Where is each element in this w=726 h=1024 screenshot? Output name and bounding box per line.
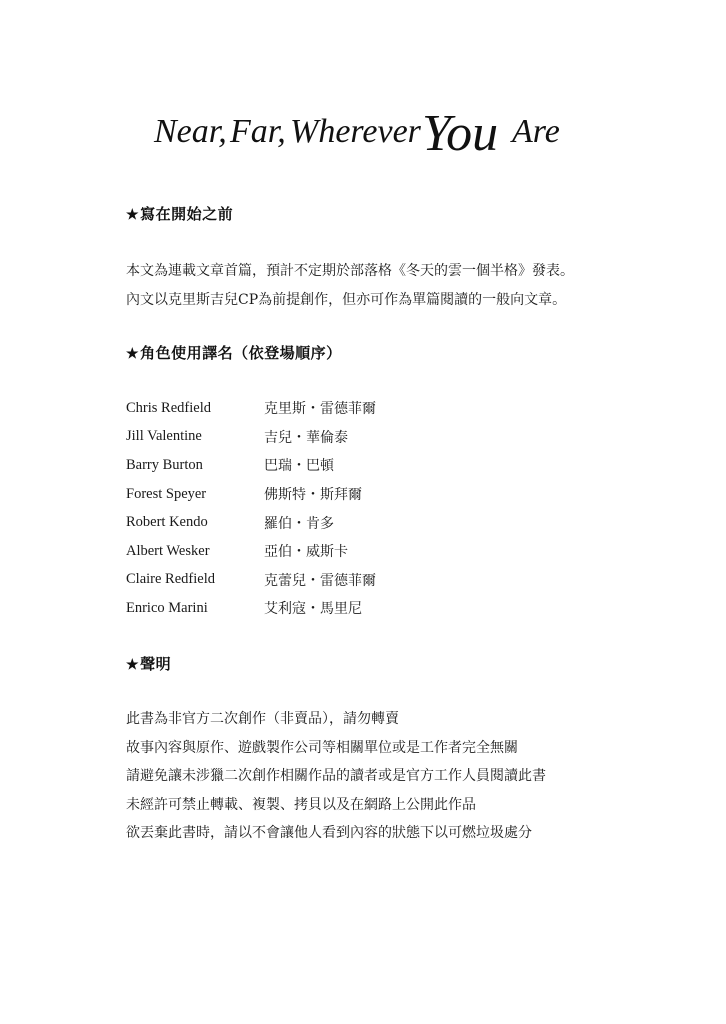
title-word-you: You bbox=[422, 105, 499, 162]
character-english-name: Robert Kendo bbox=[126, 514, 208, 531]
preface-heading-text: 寫在開始之前 bbox=[140, 205, 234, 223]
title-word-far: Far, bbox=[230, 113, 286, 150]
notice-line: 請避免讓未涉獵二次創作相關作品的讀者或是官方工作人員閱讀此書 bbox=[126, 768, 546, 784]
character-row bbox=[126, 537, 376, 566]
preface-paragraph bbox=[126, 257, 574, 314]
character-chinese-name: 亞伯・威斯卡 bbox=[264, 544, 348, 561]
character-chinese-name: 克蕾兒・雷德菲爾 bbox=[264, 572, 376, 589]
notice-heading-text: 聲明 bbox=[140, 655, 172, 673]
character-english-name: Barry Burton bbox=[126, 456, 203, 473]
character-english-name: Claire Redfield bbox=[126, 571, 215, 588]
character-english-name: Forest Speyer bbox=[126, 485, 207, 502]
star-icon: ★ bbox=[126, 657, 140, 673]
character-row bbox=[126, 451, 376, 480]
character-row bbox=[126, 423, 376, 452]
character-chinese-name: 巴瑞・巴頓 bbox=[264, 458, 334, 475]
title-logo bbox=[150, 92, 580, 172]
notice-line: 故事內容與原作、遊戲製作公司等相關單位或是工作者完全無關 bbox=[126, 739, 518, 756]
character-chinese-name: 克里斯・雷德菲爾 bbox=[264, 401, 376, 418]
title-word-wherever: Wherever bbox=[290, 113, 421, 150]
notice-line: 未經許可禁止轉載、複製、拷貝以及在網路上公開此作品 bbox=[126, 796, 476, 813]
character-chinese-name: 佛斯特・斯拜爾 bbox=[264, 487, 362, 504]
characters-heading bbox=[126, 342, 342, 363]
character-chinese-name: 吉兒・華倫泰 bbox=[264, 429, 348, 446]
character-row bbox=[126, 394, 376, 423]
star-icon: ★ bbox=[126, 346, 140, 362]
character-row bbox=[126, 566, 376, 595]
character-english-name: Chris Redfield bbox=[126, 399, 211, 416]
preface-line: 內文以克里斯吉兒CP為前提創作，但亦可作為單篇閱讀的一般向文章。 bbox=[126, 291, 567, 308]
star-icon: ★ bbox=[126, 207, 140, 223]
notice-heading bbox=[126, 653, 171, 674]
notice-line: 此書為非官方二次創作（非賣品），請勿轉賣 bbox=[126, 711, 399, 727]
notice-line: 欲丟棄此書時，請以不會讓他人看到內容的狀態下以可燃垃圾處分 bbox=[126, 825, 532, 841]
character-english-name: Albert Wesker bbox=[126, 542, 210, 559]
character-row bbox=[126, 594, 376, 623]
characters-heading-text: 角色使用譯名（依登場順序） bbox=[140, 344, 342, 362]
title-word-are: Are bbox=[512, 113, 560, 150]
character-english-name: Jill Valentine bbox=[126, 428, 202, 445]
notice-paragraph bbox=[126, 705, 546, 848]
character-row bbox=[126, 480, 376, 509]
title-svg bbox=[150, 92, 580, 172]
title-word-near: Near, bbox=[154, 113, 227, 150]
preface-line: 本文為連載文章首篇，預計不定期於部落格《冬天的雲一個半格》發表。 bbox=[126, 263, 574, 279]
preface-heading bbox=[126, 203, 233, 224]
character-english-name: Enrico Marini bbox=[126, 599, 208, 616]
character-row bbox=[126, 508, 376, 537]
character-chinese-name: 艾利寇・馬里尼 bbox=[264, 601, 362, 618]
character-list bbox=[126, 394, 376, 623]
character-chinese-name: 羅伯・肯多 bbox=[264, 515, 334, 532]
